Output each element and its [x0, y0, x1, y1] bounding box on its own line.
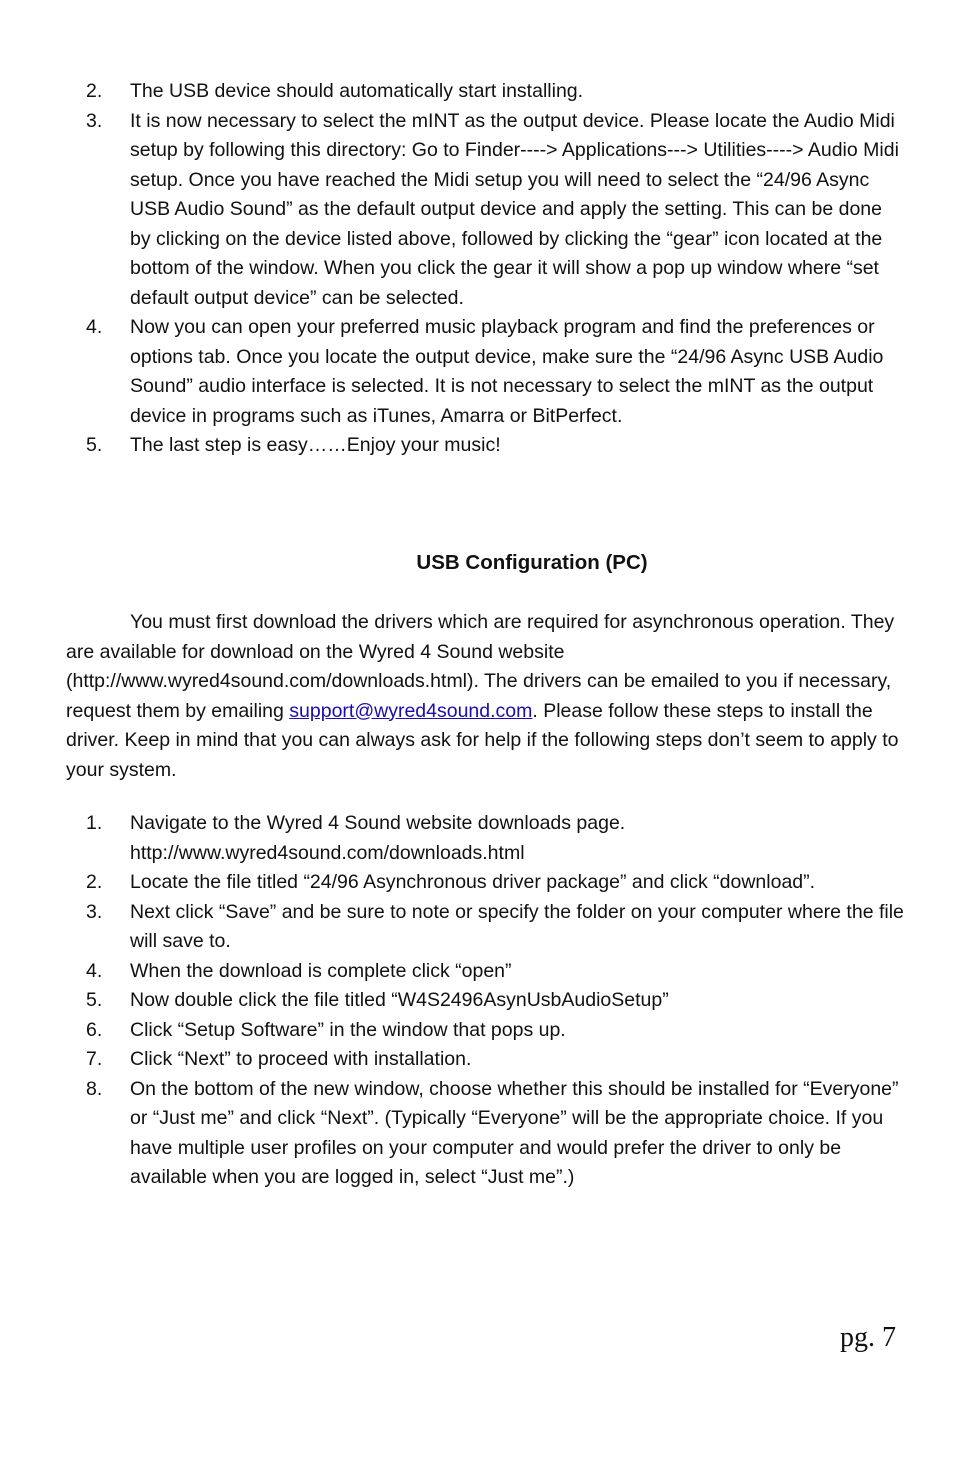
list-item [86, 986, 904, 1016]
pc-steps-list [86, 809, 904, 1193]
step-number: 2. [86, 80, 103, 102]
list-item [86, 1016, 904, 1046]
support-email-link[interactable]: support@wyred4sound.com [289, 699, 533, 722]
step-text: Navigate to the Wyred 4 Sound website downloads page. http://www.wyred4sound.com/downloads.html [130, 812, 626, 864]
list-item [86, 1075, 904, 1193]
step-text: Locate the file titled “24/96 Asynchronous driver package” and click “download”. [130, 871, 816, 893]
step-number: 1. [86, 812, 103, 834]
list-item [86, 77, 904, 107]
step-text: Now you can open your preferred music playback program and find the preferences or options tab. Once you locate the output device, make sure the “24/96 Async USB Audio Sound” audio interface is selected. It is not necessary to select the mINT as the output device in programs such as iTunes, Amarra or BitPerfect. [130, 316, 884, 427]
list-item [86, 1045, 904, 1075]
step-number: 4. [86, 959, 103, 982]
list-item [86, 957, 904, 987]
step-text: When the download is complete click “open” [130, 959, 512, 982]
step-number: 4. [86, 316, 103, 338]
step-text: Click “Next” to proceed with installation. [130, 1048, 472, 1070]
step-text: Now double click the file titled “W4S2496AsynUsbAudioSetup” [130, 989, 669, 1011]
step-text: It is now necessary to select the mINT as the output device. Please locate the Audio Midi setup by following this directory: Go to Finder----> Applications---> Utilities----> Audio Midi setup. Once you have reached the Midi setup you will need to select the “24/96 Async USB Audio Sound” as the default output device and apply the setting. This can be done by clicking on the device listed above, followed by clicking the “gear” icon located at the bottom of the window. When you click the gear it will show a pop up window where “set default output device” can be selected. [130, 109, 899, 309]
step-text: The last step is easy……Enjoy your music! [130, 434, 501, 456]
mac-steps-list [86, 77, 904, 461]
step-text: Next click “Save” and be sure to note or specify the folder on your computer where the file will save to. [130, 900, 904, 952]
step-text: The USB device should automatically start installing. [130, 80, 584, 102]
list-item [86, 313, 904, 431]
page-number: pg. 7 [840, 1322, 896, 1353]
list-item [86, 898, 904, 957]
intro-paragraph [66, 608, 906, 785]
list-item [86, 431, 904, 461]
section-heading: USB Configuration (PC) [416, 551, 648, 574]
step-number: 7. [86, 1048, 103, 1070]
step-number: 8. [86, 1077, 103, 1100]
step-text: On the bottom of the new window, choose whether this should be installed for “Everyone” or “Just me” and click “Next”. (Typically “Everyone” will be the appropriate choice. If you have multiple user profiles on your computer and would prefer the driver to only be available when you are logged in, select “Just me”.) [130, 1077, 899, 1188]
step-number: 6. [86, 1018, 103, 1041]
step-number: 3. [86, 109, 103, 132]
intro-text-after: . Please follow these steps to install the driver. Keep in mind that you can always ask for help if the following steps don’t seem to apply to your system. [66, 699, 899, 781]
list-item [86, 868, 904, 898]
step-number: 5. [86, 434, 103, 456]
step-text: Click “Setup Software” in the window that pops up. [130, 1018, 566, 1041]
step-number: 2. [86, 871, 103, 893]
intro-text-before: You must first download the drivers which are required for asynchronous operation. They are available for download on the Wyred 4 Sound website (http://www.wyred4sound.com/downloads.html). The drivers can be emailed to you if necessary, request them by emailing [66, 611, 895, 722]
step-number: 3. [86, 900, 103, 923]
step-number: 5. [86, 989, 103, 1011]
list-item [86, 809, 904, 868]
list-item [86, 107, 904, 314]
